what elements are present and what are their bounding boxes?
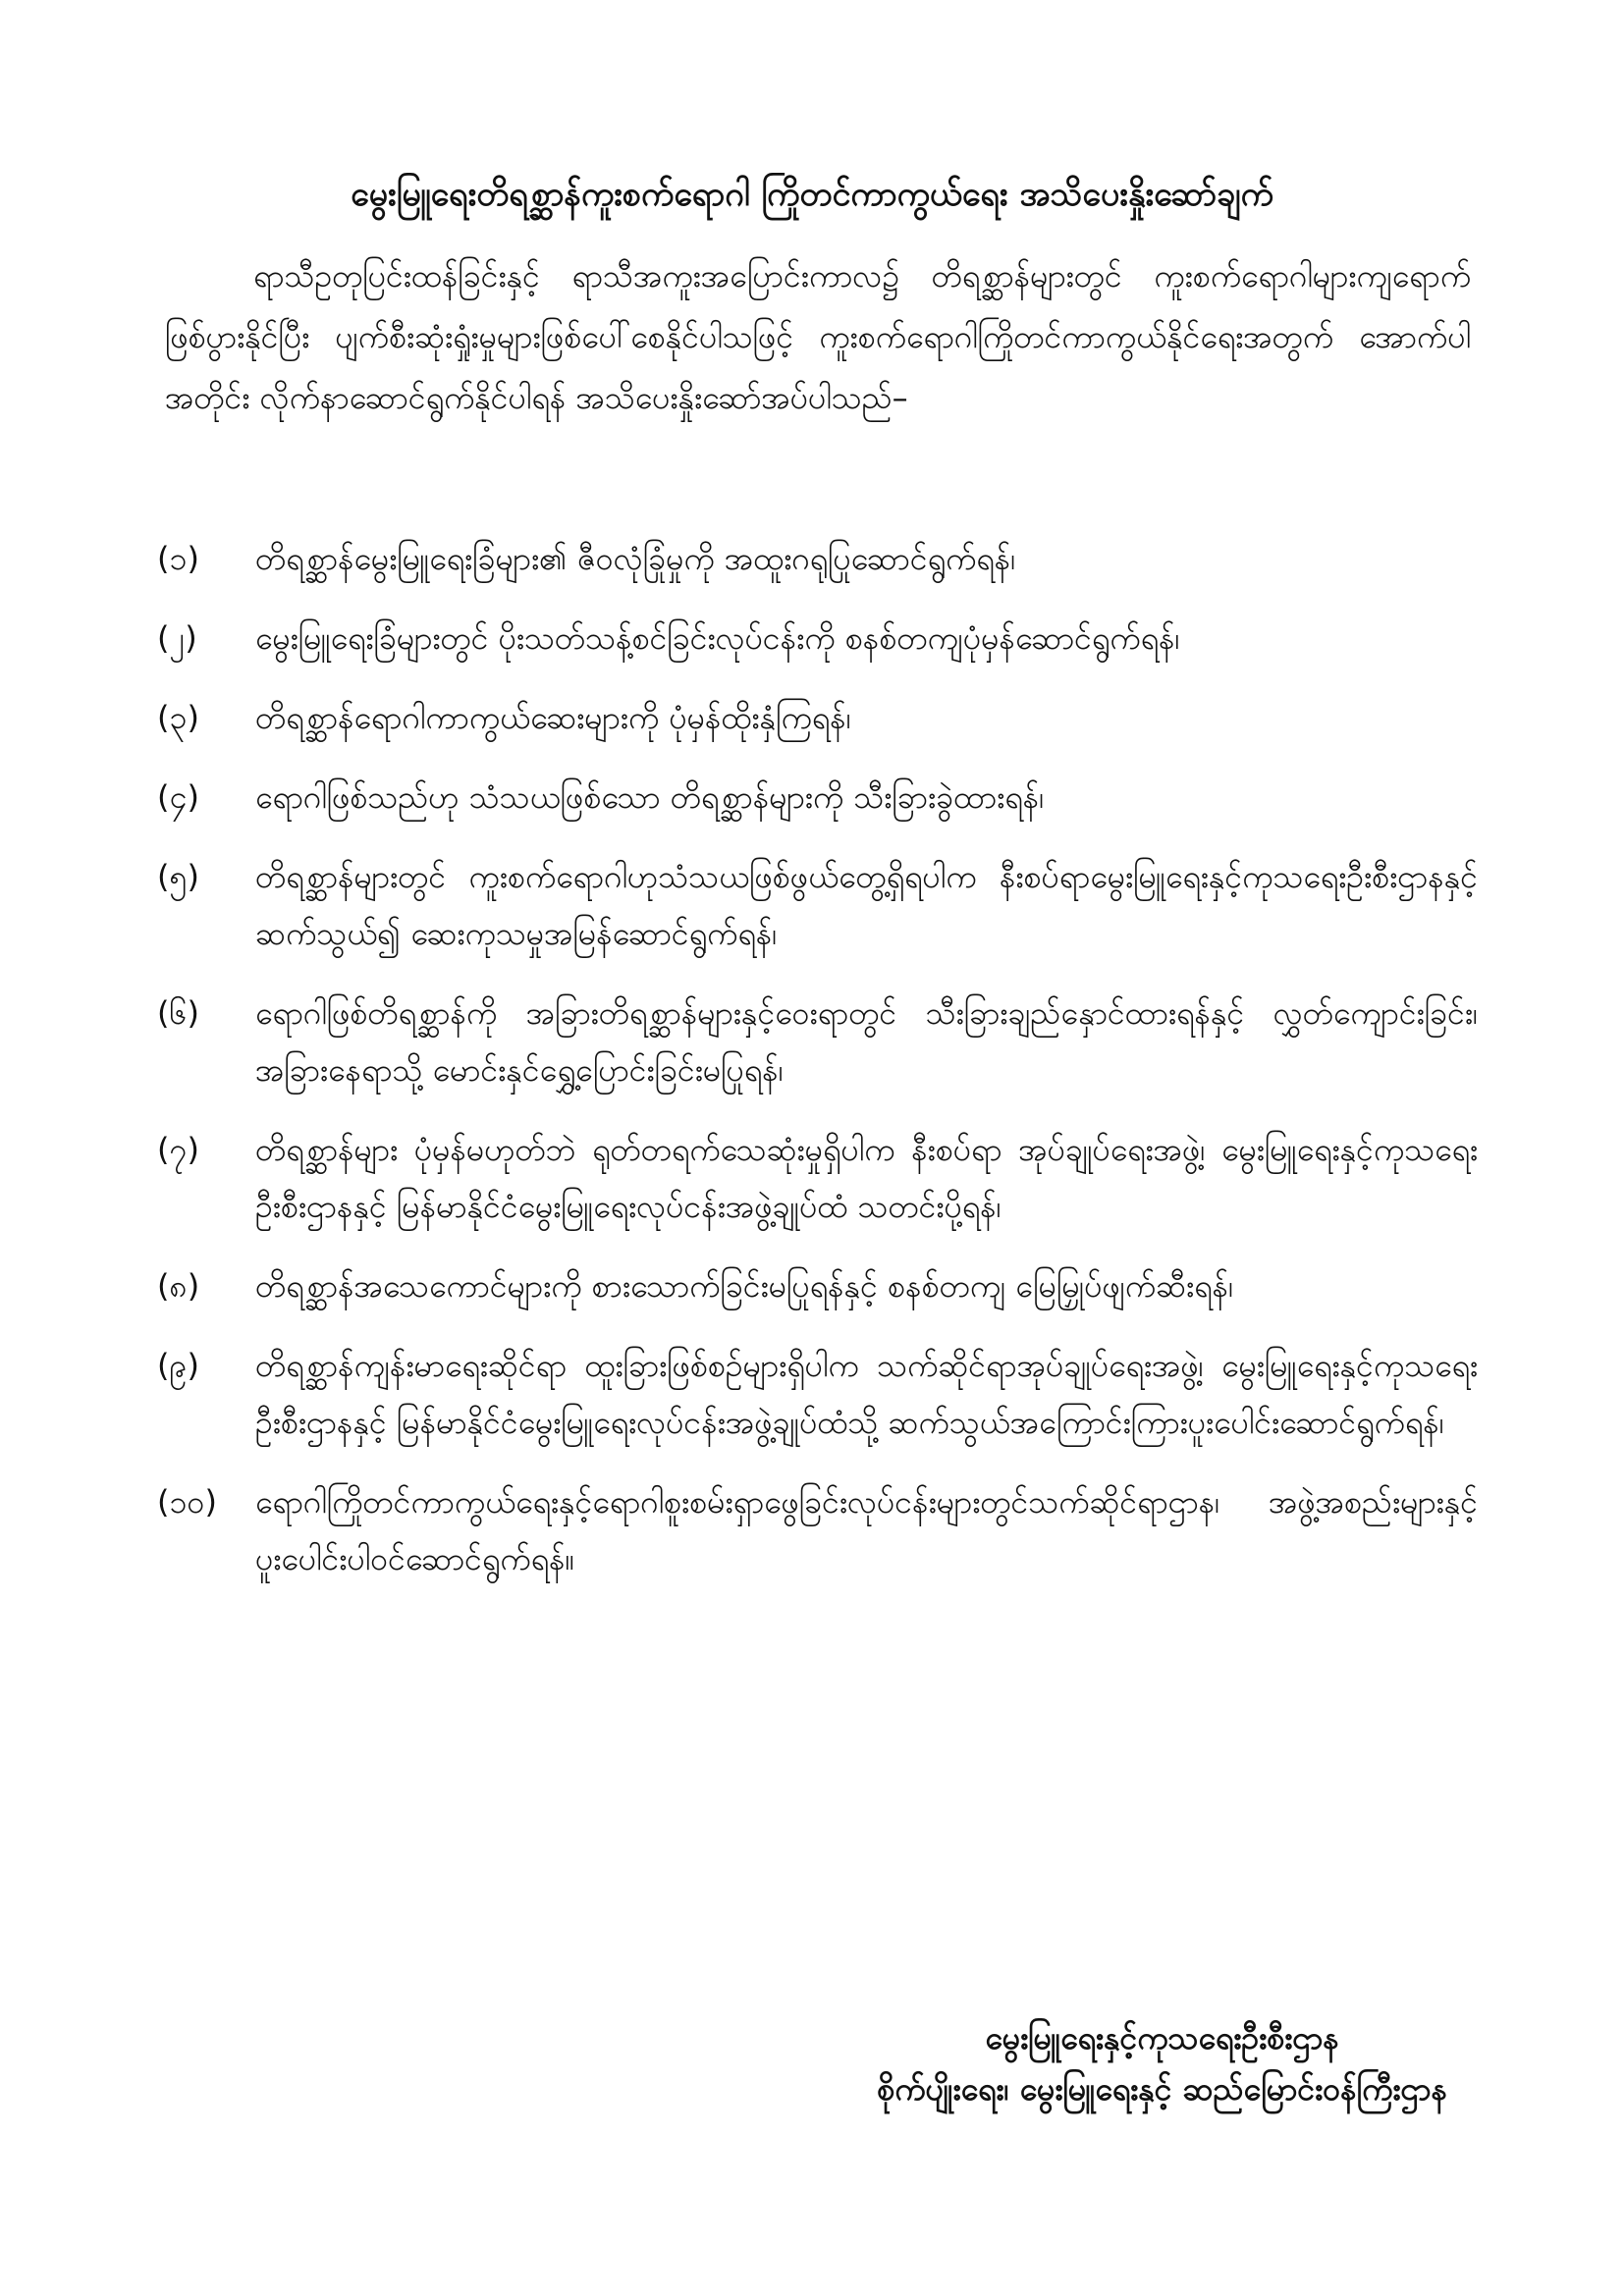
signature-ministry: စိုက်ပျိုးရေး၊ မွေးမြူရေးနှင့် ဆည်မြောင်းဝန်ကြီးဌာန (877, 2070, 1447, 2108)
list-item (157, 1473, 1478, 1587)
list-item (157, 1121, 1478, 1235)
item-number: (၃) (157, 699, 199, 736)
item-number: (၆) (157, 994, 199, 1032)
intro-paragraph: ရာသီဥတုပြင်းထန်ခြင်းနှင့် ရာသီအကူးအပြောင်းကာလ၌ တိရစ္ဆာန်များတွင် ကူးစက်ရောဂါများကျရောက်ဖြစ်ပွားနိုင်ပြီး ပျက်စီးဆုံးရှုံးမှုများဖြစ်ပေါ်စေနိုင်ပါသဖြင့် ကူးစက်ရောဂါကြိုတင်ကာကွယ်နိုင်ရေးအတွက် အောက်ပါအတိုင်း လိုက်နာဆောင်ရွက်နိုင်ပါရန် အသိပေးနှိုးဆော်အပ်ပါသည်– (165, 257, 1471, 416)
item-number: (၈) (157, 1267, 200, 1305)
item-number: (၂) (157, 619, 197, 657)
list-item (157, 1257, 1478, 1314)
item-text: ရောဂါကြိုတင်ကာကွယ်ရေးနှင့်ရောဂါစူးစမ်းရှာဖွေခြင်းလုပ်ငန်းများတွင်သက်ဆိုင်ရာဌာန၊ အဖွဲ့အစည်းများနှင့် ပူးပေါင်းပါဝင်ဆောင်ရွက်ရန်။ (255, 1483, 1478, 1577)
item-text: တိရစ္ဆာန်များ ပုံမှန်မဟုတ်ဘဲ ရုတ်တရက်သေဆုံးမှုရှိပါက နီးစပ်ရာ အုပ်ချုပ်ရေးအဖွဲ့၊ မွေးမြူရေးနှင့်ကုသရေးဦးစီးဌာနနှင့် မြန်မာနိုင်ငံမွေးမြူရေးလုပ်ငန်းအဖွဲ့ချုပ်ထံ သတင်းပို့ရန်၊ (255, 1131, 1478, 1225)
signature-department: မွေးမြူရေးနှင့်ကုသရေးဦးစီးဌာန (985, 2019, 1339, 2056)
item-number: (၁၀) (157, 1483, 217, 1521)
item-text: တိရစ္ဆာန်မွေးမြူရေးခြံများ၏ ဇီဝလုံခြုံမှုကို အထူးဂရုပြုဆောင်ရွက်ရန်၊ (255, 540, 1016, 577)
list-item (157, 848, 1478, 962)
signature-block (877, 2012, 1447, 2114)
item-text: ရောဂါဖြစ်သည်ဟု သံသယဖြစ်သော တိရစ္ဆာန်များကို သီးခြားခွဲထားရန်၊ (255, 778, 1045, 816)
item-text: ရောဂါဖြစ်တိရစ္ဆာန်ကို အခြားတိရစ္ဆာန်များနှင့်ဝေးရာတွင် သီးခြားချည်နှောင်ထားရန်နှင့် လွှတ်ကျောင်းခြင်း၊ အခြားနေရာသို့ မောင်းနှင်ရွှေ့ပြောင်းခြင်းမပြုရန်၊ (255, 994, 1478, 1089)
item-number: (၉) (157, 1347, 199, 1384)
list-item (157, 1337, 1478, 1451)
item-text: တိရစ္ဆာန်ကျန်းမာရေးဆိုင်ရာ ထူးခြားဖြစ်စဉ်များရှိပါက သက်ဆိုင်ရာအုပ်ချုပ်ရေးအဖွဲ့၊ မွေးမြူရေးနှင့်ကုသရေးဦးစီးဌာနနှင့် မြန်မာနိုင်ငံမွေးမြူရေးလုပ်ငန်းအဖွဲ့ချုပ်ထံသို့ ဆက်သွယ်အကြောင်းကြားပူးပေါင်းဆောင်ရွက်ရန်၊ (255, 1347, 1478, 1441)
item-number: (၅) (157, 858, 199, 895)
item-number: (၇) (157, 1131, 199, 1168)
item-text: တိရစ္ဆာန်များတွင် ကူးစက်ရောဂါဟုသံသယဖြစ်ဖွယ်တွေ့ရှိရပါက နီးစပ်ရာမွေးမြူရေးနှင့်ကုသရေးဦးစီးဌာနနှင့် ဆက်သွယ်၍ ဆေးကုသမှုအမြန်ဆောင်ရွက်ရန်၊ (255, 858, 1478, 952)
item-text: တိရစ္ဆာန်အသေကောင်များကို စားသောက်ခြင်းမပြုရန်နှင့် စနစ်တကျ မြေမြှုပ်ဖျက်ဆီးရန်၊ (255, 1267, 1234, 1305)
document-title: မွေးမြူရေးတိရစ္ဆာန်ကူးစက်ရောဂါ ကြိုတင်ကာကွယ်ရေး အသိပေးနှိုးဆော်ချက် (351, 175, 1273, 214)
list-item (157, 689, 1478, 746)
list-item (157, 769, 1478, 826)
item-number: (၁) (157, 540, 199, 577)
list-item (157, 985, 1478, 1098)
list-item (157, 530, 1478, 587)
list-item (157, 610, 1478, 667)
item-text: မွေးမြူရေးခြံများတွင် ပိုးသတ်သန့်စင်ခြင်းလုပ်ငန်းကို စနစ်တကျပုံမှန်ဆောင်ရွက်ရန်၊ (255, 619, 1180, 657)
item-text: တိရစ္ဆာန်ရောဂါကာကွယ်ဆေးများကို ပုံမှန်ထိုးနှံကြရန်၊ (255, 699, 851, 736)
item-number: (၄) (157, 778, 199, 816)
instruction-list (157, 530, 1478, 1610)
